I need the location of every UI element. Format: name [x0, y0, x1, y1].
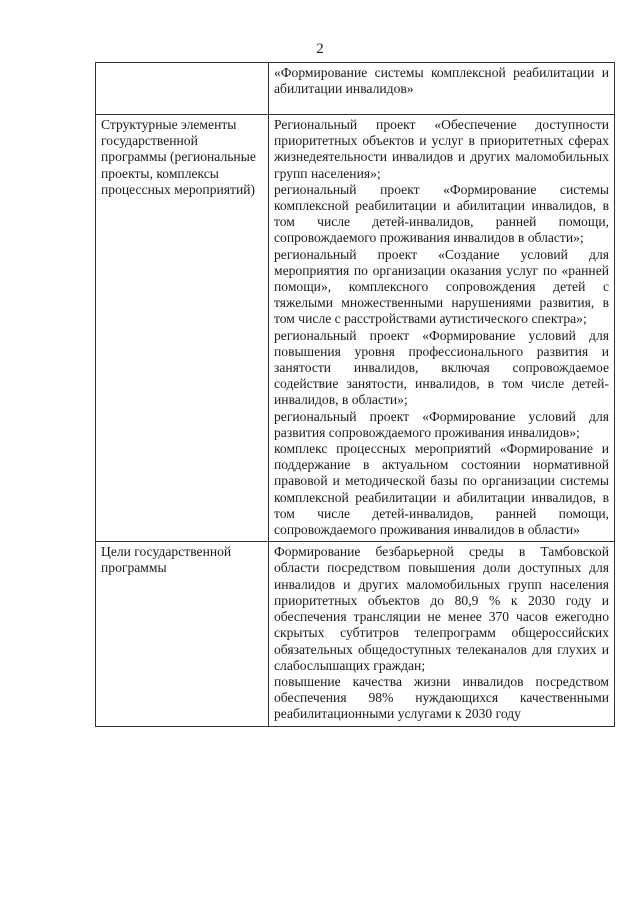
- row-label-empty: [96, 63, 269, 115]
- row-content-structural-elements: [269, 115, 615, 542]
- row-label-structural-elements: Структурные элементы государственной программы (региональные проекты, комплексы процессных мероприятий): [96, 115, 269, 542]
- row-content-program-title: [269, 63, 615, 115]
- content-paragraph: Формирование безбарьерной среды в Тамбовской области посредством повышения доли доступных для инвалидов и других маломобильных групп населения приоритетных объектов до 80,9 % к 2030 году и обеспечения трансляции не менее 370 часов ежегодно скрытых субтитров телепрограмм общероссийских обязательных общедоступных телеканалов для глухих и слабослышащих граждан;: [274, 544, 609, 673]
- table-row: [96, 542, 615, 726]
- content-paragraph: комплекс процессных мероприятий «Формирование и поддержание в актуальном состоянии нормативной правовой и методической базы по организации системы комплексной реабилитации и абилитации инвалидов, в том числе детей-инвалидов, ранней помощи, сопровождаемого проживания инвалидов в области»: [274, 441, 609, 538]
- content-paragraph: региональный проект «Формирование условий для развития сопровождаемого проживания инвалидов»;: [274, 408, 609, 440]
- row-label-program-goals: Цели государственной программы: [96, 542, 269, 726]
- content-paragraph: повышение качества жизни инвалидов посредством обеспечения 98% нуждающихся качественными реабилитационными услугами к 2030 году: [274, 673, 609, 722]
- content-paragraph: региональный проект «Формирование условий для повышения уровня профессионального развития и занятости инвалидов, включая сопровождаемое содействие занятости, инвалидов, в том числе детей-инвалидов, в области»;: [274, 327, 609, 408]
- page-number: 2: [316, 41, 324, 57]
- content-paragraph: региональный проект «Формирование системы комплексной реабилитации и абилитации инвалидов, в том числе детей-инвалидов, ранней помощи, сопровождаемого проживания инвалидов в области»;: [274, 181, 609, 246]
- table-row: [96, 115, 615, 542]
- content-paragraph: «Формирование системы комплексной реабилитации и абилитации инвалидов»: [274, 65, 609, 97]
- program-passport-table: [95, 62, 615, 727]
- content-paragraph: Региональный проект «Обеспечение доступности приоритетных объектов и услуг в приоритетных сферах жизнедеятельности инвалидов и других маломобильных групп населения»;: [274, 117, 609, 181]
- row-content-program-goals: [269, 542, 615, 726]
- content-paragraph: региональный проект «Создание условий для мероприятия по организации оказания услуг по «ранней помощи», комплексного сопровождения детей с тяжелыми множественными нарушениями развития, в том числе с расстройствами аутистического спектра»;: [274, 246, 609, 327]
- table-row: [96, 63, 615, 115]
